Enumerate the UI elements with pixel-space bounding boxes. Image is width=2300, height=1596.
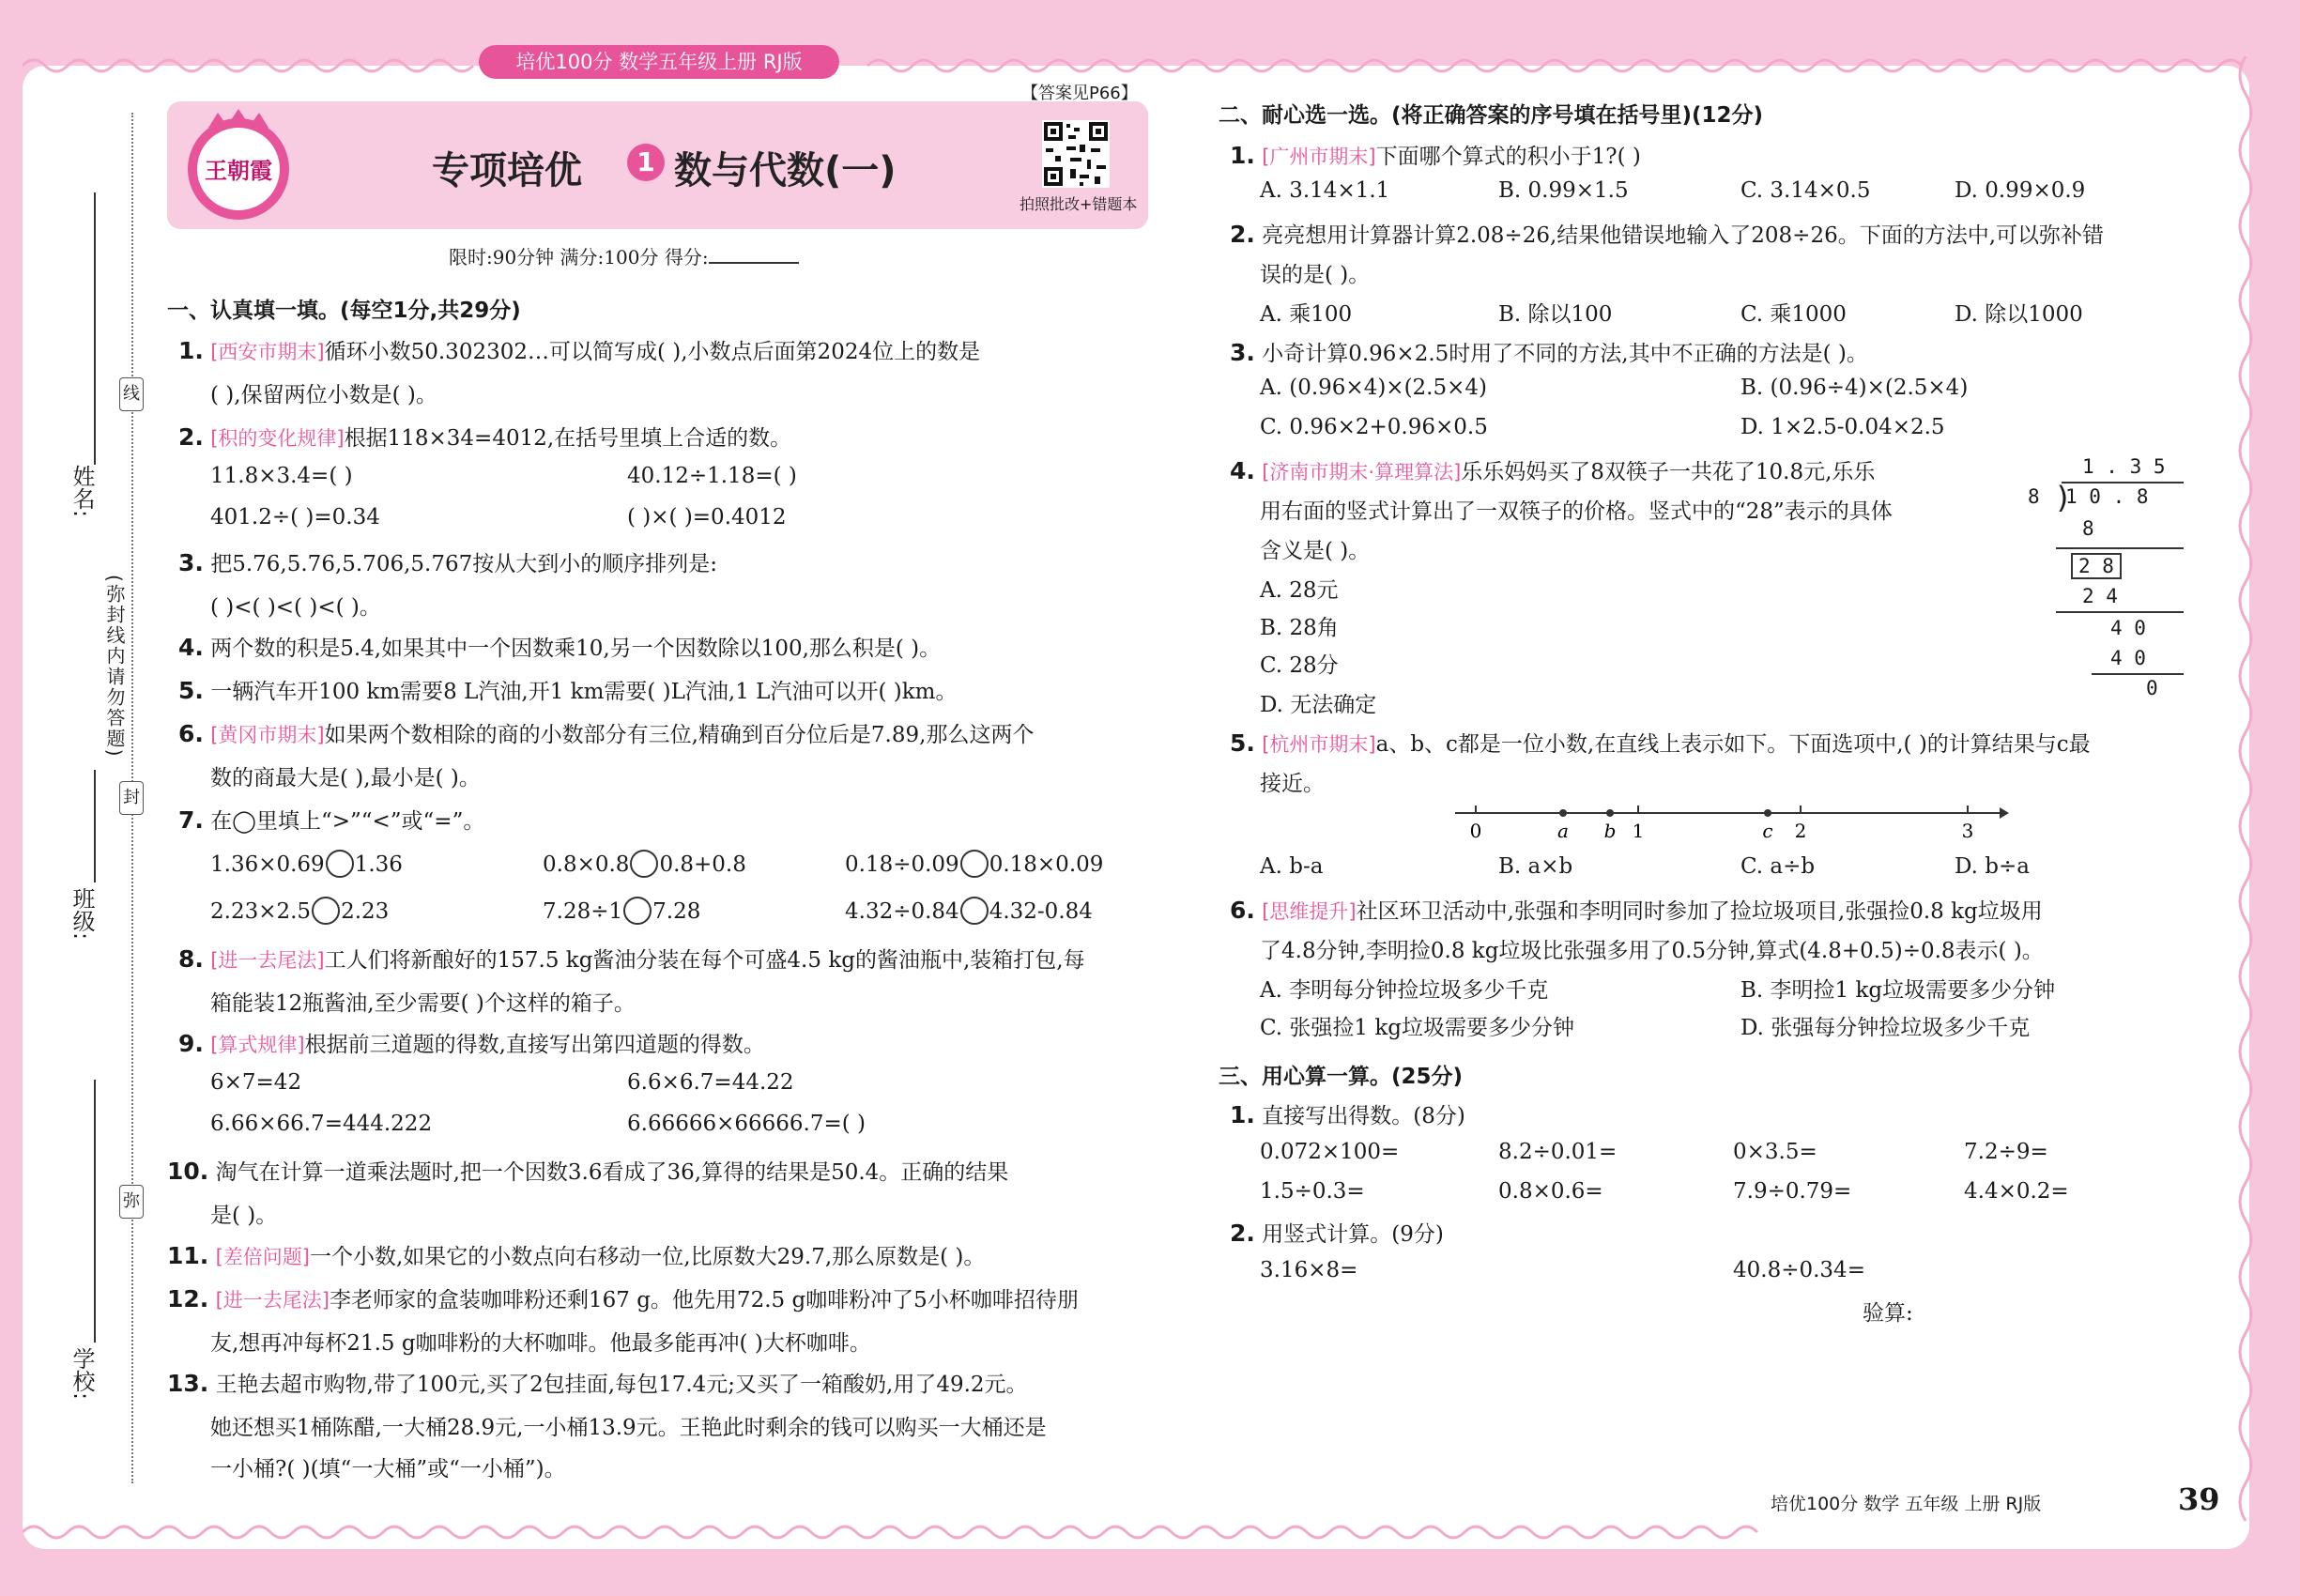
school-line xyxy=(94,1080,96,1343)
q7-item-1: 1.36×0.69 1.36 xyxy=(210,850,403,878)
compare-circle[interactable] xyxy=(326,850,354,878)
qr-caption: 拍照批改+错题本 xyxy=(1020,195,1138,213)
choice-q2-c[interactable]: C. 乘1000 xyxy=(1740,302,1847,327)
choice-q4: 4. [济南市期末·算理算法]乐乐妈妈买了8双筷子一共花了10.8元,乐乐 xyxy=(1230,457,1876,484)
point-c: c xyxy=(1762,820,1773,842)
choice-q2: 2. 亮亮想用计算器计算2.08÷26,结果他错误地输入了208÷26。下面的方法中,可以弥补错 xyxy=(1230,221,2105,248)
name-line xyxy=(94,192,96,465)
section-2-heading: 二、耐心选一选。(将正确答案的序号填在括号里)(12分) xyxy=(1219,103,1764,128)
compare-circle[interactable] xyxy=(960,850,989,878)
question-12: 12. [进一去尾法]李老师家的盒装咖啡粉还剩167 g。他先用72.5 g咖啡粉冲了5小杯咖啡招待朋 xyxy=(167,1285,1079,1312)
vertical-calc-2: 40.8÷0.34= xyxy=(1733,1258,1865,1282)
choice-q1-b[interactable]: B. 0.99×1.5 xyxy=(1498,178,1629,203)
compare-circle[interactable] xyxy=(623,897,652,925)
vertical-calc-1: 3.16×8= xyxy=(1260,1258,1358,1282)
choice-q2-a[interactable]: A. 乘100 xyxy=(1260,302,1353,327)
compare-circle[interactable] xyxy=(312,897,340,925)
division-row-4: 4 0 xyxy=(2110,617,2146,639)
score-blank[interactable] xyxy=(709,262,799,264)
choice-q2-b[interactable]: B. 除以100 xyxy=(1498,302,1613,327)
calc-item-1: 0.072×100= xyxy=(1260,1140,1400,1164)
number-line xyxy=(1446,796,2009,852)
right-wave-border xyxy=(2234,56,2257,1540)
unit-number-badge: 1 xyxy=(627,144,665,181)
choice-q2-cont: 误的是( )。 xyxy=(1260,263,1371,287)
tick-2: 2 xyxy=(1794,820,1807,842)
q9-item-3: 6.66×66.7=444.222 xyxy=(210,1112,433,1136)
question-12-cont: 友,想再冲每杯21.5 g咖啡粉的大杯咖啡。他最多能再冲( )大杯咖啡。 xyxy=(210,1331,871,1356)
choice-q5-d[interactable]: D. b÷a xyxy=(1955,854,2030,879)
question-13-cont-1: 她还想买1桶陈醋,一大桶28.9元,一小桶13.9元。王艳此时剩余的钱可以购买一大桶还是 xyxy=(210,1416,1047,1440)
question-13: 13. 王艳去超市购物,带了100元,买了2包挂面,每包17.4元;又买了一箱酸奶,用了49.2元。 xyxy=(167,1370,1028,1397)
question-1: 1. [西安市期末]循环小数50.302302…可以简写成( ),小数点后面第2024位上的数是 xyxy=(178,337,981,364)
exam-meta: 限时:90分钟 满分:100分 得分: xyxy=(449,242,799,269)
q9-item-1: 6×7=42 xyxy=(210,1070,302,1095)
compare-circle[interactable] xyxy=(630,850,658,878)
question-6-cont: 数的商最大是( ),最小是( )。 xyxy=(210,766,481,790)
calc-item-7: 7.9÷0.79= xyxy=(1733,1179,1852,1204)
class-label: 班级: xyxy=(69,887,95,941)
calc-item-6: 0.8×0.6= xyxy=(1498,1179,1603,1204)
choice-q3: 3. 小奇计算0.96×2.5时用了不同的方法,其中不正确的方法是( )。 xyxy=(1230,339,1868,366)
page-number: 39 xyxy=(2178,1481,2220,1517)
choice-q6-a[interactable]: A. 李明每分钟捡垃圾多少千克 xyxy=(1260,978,1549,1003)
choice-q6: 6. [思维提升]社区环卫活动中,张强和李明同时参加了捡垃圾项目,张强捡0.8 kg垃圾用 xyxy=(1230,897,2043,924)
calc-q1: 1. 直接写出得数。(8分) xyxy=(1230,1101,1465,1128)
choice-q3-c[interactable]: C. 0.96×2+0.96×0.5 xyxy=(1260,415,1488,439)
choice-q3-b[interactable]: B. (0.96÷4)×(2.5×4) xyxy=(1740,376,1969,400)
division-row-6: 0 xyxy=(2146,677,2158,699)
series-tab: 培优100分 数学五年级上册 RJ版 xyxy=(479,45,839,79)
division-divisor: 8 xyxy=(2028,485,2040,508)
question-5: 5. 一辆汽车开100 km需要8 L汽油,开1 km需要( )L汽油,1 L汽油可以开( )km。 xyxy=(178,677,958,704)
seal-mark-secret: 弥 xyxy=(119,1185,144,1219)
q2-item-1: 11.8×3.4=( ) xyxy=(210,464,353,488)
choice-q4-cont-1: 用右面的竖式计算出了一双筷子的价格。竖式中的“28”表示的具体 xyxy=(1260,499,1893,524)
tick-3: 3 xyxy=(1961,820,1974,842)
section-1-heading: 一、认真填一填。(每空1分,共29分) xyxy=(167,299,521,323)
choice-q1-a[interactable]: A. 3.14×1.1 xyxy=(1260,178,1390,203)
q2-item-4: ( )×( )=0.4012 xyxy=(627,505,787,529)
choice-q6-c[interactable]: C. 张强捡1 kg垃圾需要多少分钟 xyxy=(1260,1016,1575,1040)
seal-mark-seal: 封 xyxy=(119,781,144,815)
question-10-cont: 是( )。 xyxy=(210,1204,278,1228)
division-row-3: 2 4 xyxy=(2082,585,2118,607)
question-2: 2. [积的变化规律]根据118×34=4012,在括号里填上合适的数。 xyxy=(178,423,792,451)
binding-warning: (弥封线内请勿答题) xyxy=(103,575,126,759)
calc-item-8: 4.4×0.2= xyxy=(1964,1179,2069,1204)
choice-q3-a[interactable]: A. (0.96×4)×(2.5×4) xyxy=(1260,376,1487,400)
tick-1: 1 xyxy=(1632,820,1645,842)
division-row-5: 4 0 xyxy=(2110,647,2146,669)
division-quotient: 1 . 3 5 xyxy=(2082,455,2166,478)
question-8-cont: 箱能装12瓶酱油,至少需要( )个这样的箱子。 xyxy=(210,991,636,1016)
choice-q2-d[interactable]: D. 除以1000 xyxy=(1955,302,2083,327)
choice-q5-cont: 接近。 xyxy=(1260,772,1325,796)
choice-q5-a[interactable]: A. b-a xyxy=(1260,854,1324,879)
choice-q4-d[interactable]: D. 无法确定 xyxy=(1260,693,1377,717)
question-4: 4. 两个数的积是5.4,如果其中一个因数乘10,另一个因数除以100,那么积是( )。 xyxy=(178,634,942,661)
question-9: 9. [算式规律]根据前三道题的得数,直接写出第四道题的得数。 xyxy=(178,1030,765,1057)
tick-0: 0 xyxy=(1469,820,1482,842)
question-13-cont-2: 一小桶?( )(填“一大桶”或“一小桶”)。 xyxy=(210,1457,566,1481)
choice-q1: 1. [广州市期末]下面哪个算式的积小于1?( ) xyxy=(1230,142,1641,169)
bottom-wave-border xyxy=(23,1521,2249,1543)
choice-q1-d[interactable]: D. 0.99×0.9 xyxy=(1955,178,2086,203)
choice-q1-c[interactable]: C. 3.14×0.5 xyxy=(1740,178,1871,203)
point-b: b xyxy=(1603,820,1617,842)
choice-q4-cont-2: 含义是( )。 xyxy=(1260,539,1371,563)
q7-item-4: 2.23×2.5 2.23 xyxy=(210,897,389,925)
division-row-1: 8 xyxy=(2082,517,2094,540)
choice-q6-b[interactable]: B. 李明捡1 kg垃圾需要多少分钟 xyxy=(1740,978,2056,1003)
calc-item-5: 1.5÷0.3= xyxy=(1260,1179,1365,1204)
question-10: 10. 淘气在计算一道乘法题时,把一个因数3.6看成了36,算得的结果是50.4。正确的结果 xyxy=(167,1158,1009,1185)
choice-q4-c[interactable]: C. 28分 xyxy=(1260,653,1339,678)
q7-item-2: 0.8×0.8 0.8+0.8 xyxy=(543,850,746,878)
choice-q3-d[interactable]: D. 1×2.5-0.04×2.5 xyxy=(1740,415,1945,439)
publisher-logo xyxy=(176,105,300,227)
check-label: 验算: xyxy=(1863,1301,1913,1326)
q7-item-3: 0.18÷0.09 0.18×0.09 xyxy=(845,850,1103,878)
choice-q5: 5. [杭州市期末]a、b、c都是一位小数,在直线上表示如下。下面选项中,( )的计算结果与c最 xyxy=(1230,729,2091,757)
choice-q5-b[interactable]: B. a×b xyxy=(1498,854,1573,879)
q9-item-2: 6.6×6.7=44.22 xyxy=(627,1070,794,1095)
school-label: 学校: xyxy=(69,1347,95,1401)
question-7: 7. 在◯里填上“>”“<”或“=”。 xyxy=(178,806,485,834)
page-footer: 培优100分 数学 五年级 上册 RJ版 xyxy=(1771,1494,2042,1514)
calc-item-2: 8.2÷0.01= xyxy=(1498,1140,1618,1164)
compare-circle[interactable] xyxy=(960,897,989,925)
question-3-cont: ( )<( )<( )<( )。 xyxy=(210,595,381,620)
choice-q4-b[interactable]: B. 28角 xyxy=(1260,616,1339,640)
svg-text:王朝霞: 王朝霞 xyxy=(205,157,272,184)
question-1-cont: ( ),保留两位小数是( )。 xyxy=(210,383,437,407)
q9-item-4: 6.66666×66666.7=( ) xyxy=(627,1112,866,1136)
division-row-2-highlight: 2 8 xyxy=(2071,553,2122,579)
section-3-heading: 三、用心算一算。(25分) xyxy=(1219,1065,1464,1089)
calc-item-4: 7.2÷9= xyxy=(1964,1140,2048,1164)
choice-q6-cont: 了4.8分钟,李明捡0.8 kg垃圾比张强多用了0.5分钟,算式(4.8+0.5)÷0.8表示( )。 xyxy=(1260,939,2044,963)
top-wave-border xyxy=(23,54,2249,77)
answer-reference: 【答案见P66】 xyxy=(1021,84,1138,103)
division-dividend: 1 0 . 8 xyxy=(2065,485,2149,508)
q2-item-3: 401.2÷( )=0.34 xyxy=(210,505,380,529)
point-a: a xyxy=(1557,820,1569,842)
question-3: 3. 把5.76,5.76,5.706,5.767按从大到小的顺序排列是: xyxy=(178,549,718,576)
question-6: 6. [黄冈市期末]如果两个数相除的商的小数部分有三位,精确到百分位后是7.89,那么这两个 xyxy=(178,720,1035,747)
unit-title: 数与代数(一) xyxy=(674,149,897,192)
q7-item-6: 4.32÷0.84 4.32-0.84 xyxy=(845,897,1093,925)
seal-mark-line: 线 xyxy=(119,377,144,411)
calc-q2: 2. 用竖式计算。(9分) xyxy=(1230,1220,1444,1247)
choice-q5-c[interactable]: C. a÷b xyxy=(1740,854,1816,879)
class-line xyxy=(94,770,96,882)
long-division: 1 . 3 5 8 ) 1 0 . 8 8 2 8 2 4 4 0 4 0 0 xyxy=(2018,455,2187,704)
choice-q4-a[interactable]: A. 28元 xyxy=(1260,578,1339,603)
q2-item-2: 40.12÷1.18=( ) xyxy=(627,464,797,488)
calc-item-3: 0×3.5= xyxy=(1733,1140,1817,1164)
division-bar xyxy=(2062,482,2184,483)
name-label: 姓名: xyxy=(69,465,95,518)
qr-code-icon[interactable] xyxy=(1042,120,1110,188)
q7-item-5: 7.28÷1 7.28 xyxy=(543,897,700,925)
banner-title: 专项培优 xyxy=(432,149,582,192)
question-11: 11. [差倍问题]一个小数,如果它的小数点向右移动一位,比原数大29.7,那么原数是( )。 xyxy=(167,1242,986,1269)
question-8: 8. [进一去尾法]工人们将新酿好的157.5 kg酱油分装在每个可盛4.5 kg的酱油瓶中,装箱打包,每 xyxy=(178,945,1085,973)
choice-q6-d[interactable]: D. 张强每分钟捡垃圾多少千克 xyxy=(1740,1016,2031,1040)
